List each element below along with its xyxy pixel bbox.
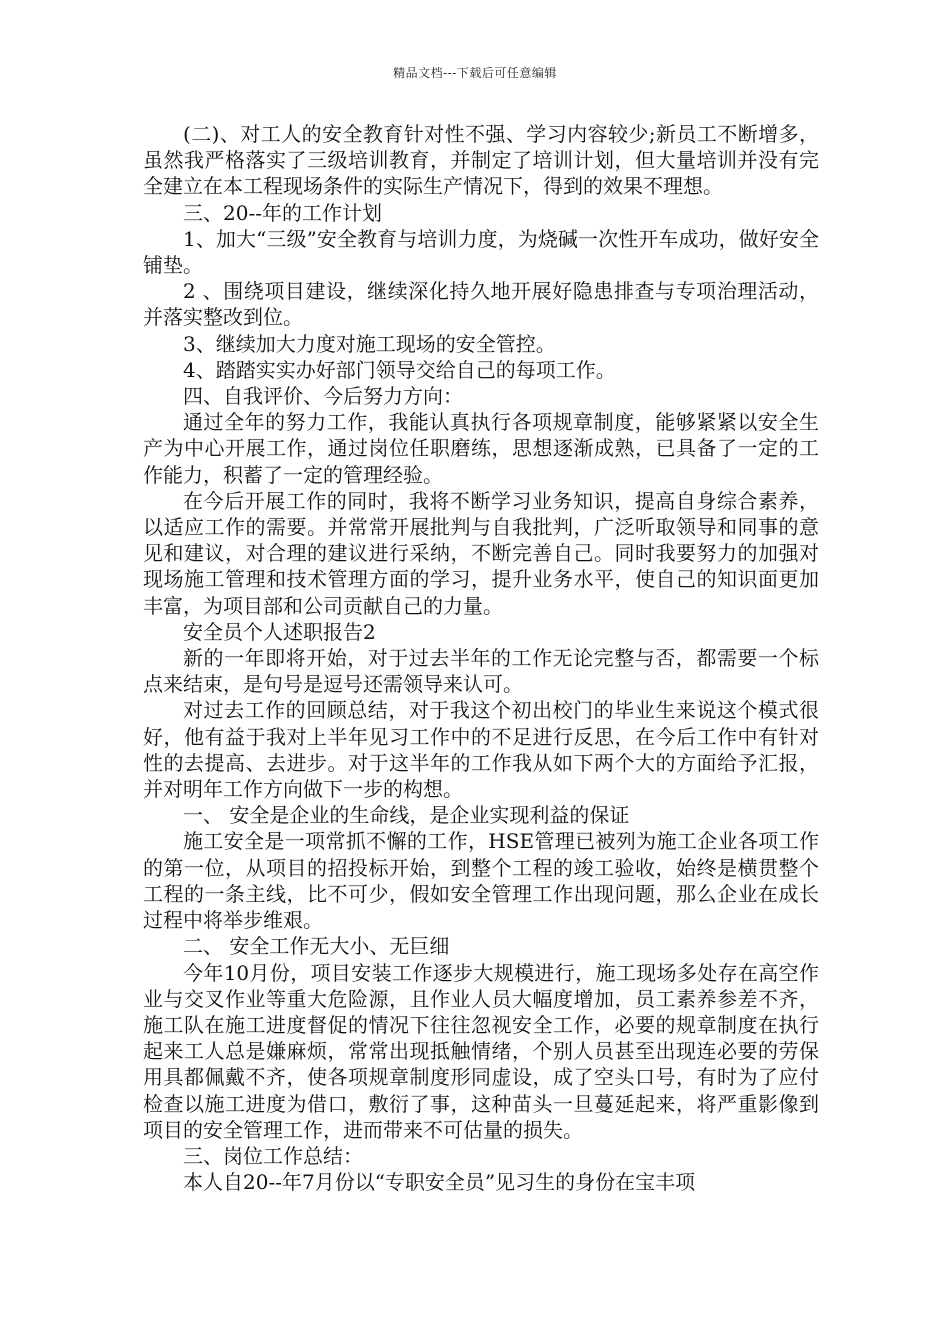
page-header: 精品文档---下载后可任意编辑 [393, 66, 557, 80]
plan-item-4: 4、踏踏实实办好部门领导交给自己的每项工作。 [183, 357, 616, 382]
heading-job-summary: 三、岗位工作总结： [183, 1143, 363, 1168]
paragraph-future-direction: 在今后开展工作的同时，我将不断学习业务知识，提高自身综合素养，以适应工作的需要。并常常开展批判与自我批判，广泛听取领导和同事的意见和建议，对合理的建议进行采纳，不断完善自己。同时我要努力的加强对现场施工管理和技术管理方面的学习，提升业务水平，使自己的知识面更加丰富，为项目部和公司贡献自己的力量。 [143, 488, 819, 618]
paragraph-training-issue: (二)、对工人的安全教育针对性不强、学习内容较少;新员工不断增多，虽然我严格落实了三级培训教育，并制定了培训计划，但大量培训并没有完全建立在本工程现场条件的实际生产情况下，得到的效果不理想。 [143, 122, 819, 199]
heading-no-small-safety-work: 二、 安全工作无大小、无巨细 [183, 934, 450, 959]
paragraph-job-summary-start: 本人自20--年7月份以“专职安全员”见习生的身份在宝丰项 [183, 1170, 696, 1195]
paragraph-october-installation: 今年10月份，项目安装工作逐步大规模进行，施工现场多处存在高空作业与交叉作业等重大危险源，且作业人员大幅度增加，员工素养参差不齐，施工队在施工进度督促的情况下往往忽视安全工作，必要的规章制度在执行起来工人总是嫌麻烦，常常出现抵触情绪，个别人员甚至出现连必要的劳保用具都佩戴不齐，使各项规章制度形同虚设，成了空头口号，有时为了应付检查以施工进度为借口，敷衍了事，这种苗头一旦蔓延起来，将严重影像到项目的安全管理工作，进而带来不可估量的损失。 [143, 960, 819, 1142]
plan-item-1: 1、加大“三级”安全教育与培训力度，为烧碱一次性开车成功，做好安全铺垫。 [143, 226, 819, 278]
paragraph-self-evaluation: 通过全年的努力工作，我能认真执行各项规章制度，能够紧紧以安全生产为中心开展工作，通过岗位任职磨练，思想逐渐成熟，已具备了一定的工作能力，积蓄了一定的管理经验。 [143, 410, 819, 487]
plan-item-2: 2 、围绕项目建设，继续深化持久地开展好隐患排查与专项治理活动，并落实整改到位。 [143, 279, 819, 330]
paragraph-construction-safety: 施工安全是一项常抓不懈的工作，HSE管理已被列为施工企业各项工作的第一位，从项目的招投标开始，到整个工程的竣工验收，始终是横贯整个工程的一条主线，比不可少，假如安全管理工作出现问题，那么企业在成长过程中将举步维艰。 [143, 829, 819, 933]
plan-item-3: 3、继续加大力度对施工现场的安全管控。 [183, 331, 556, 356]
document-body [143, 121, 819, 1195]
report-2-title: 安全员个人述职报告2 [183, 619, 376, 644]
paragraph-review-summary: 对过去工作的回顾总结，对于我这个初出校门的毕业生来说这个模式很好，他有益于我对上半年见习工作中的不足进行反思，在今后工作中有针对性的去提高、去进步。对于这半年的工作我从如下两个大的方面给予汇报，并对明年工作方向做下一步的构想。 [143, 698, 819, 802]
heading-work-plan: 三、20--年的工作计划 [183, 200, 382, 225]
heading-self-evaluation: 四、自我评价、今后努力方向： [183, 384, 463, 409]
heading-safety-lifeline: 一、 安全是企业的生命线，是企业实现利益的保证 [183, 803, 630, 828]
paragraph-new-year: 新的一年即将开始，对于过去半年的工作无论完整与否，都需要一个标点来结束，是句号是逗号还需领导来认可。 [143, 646, 819, 697]
